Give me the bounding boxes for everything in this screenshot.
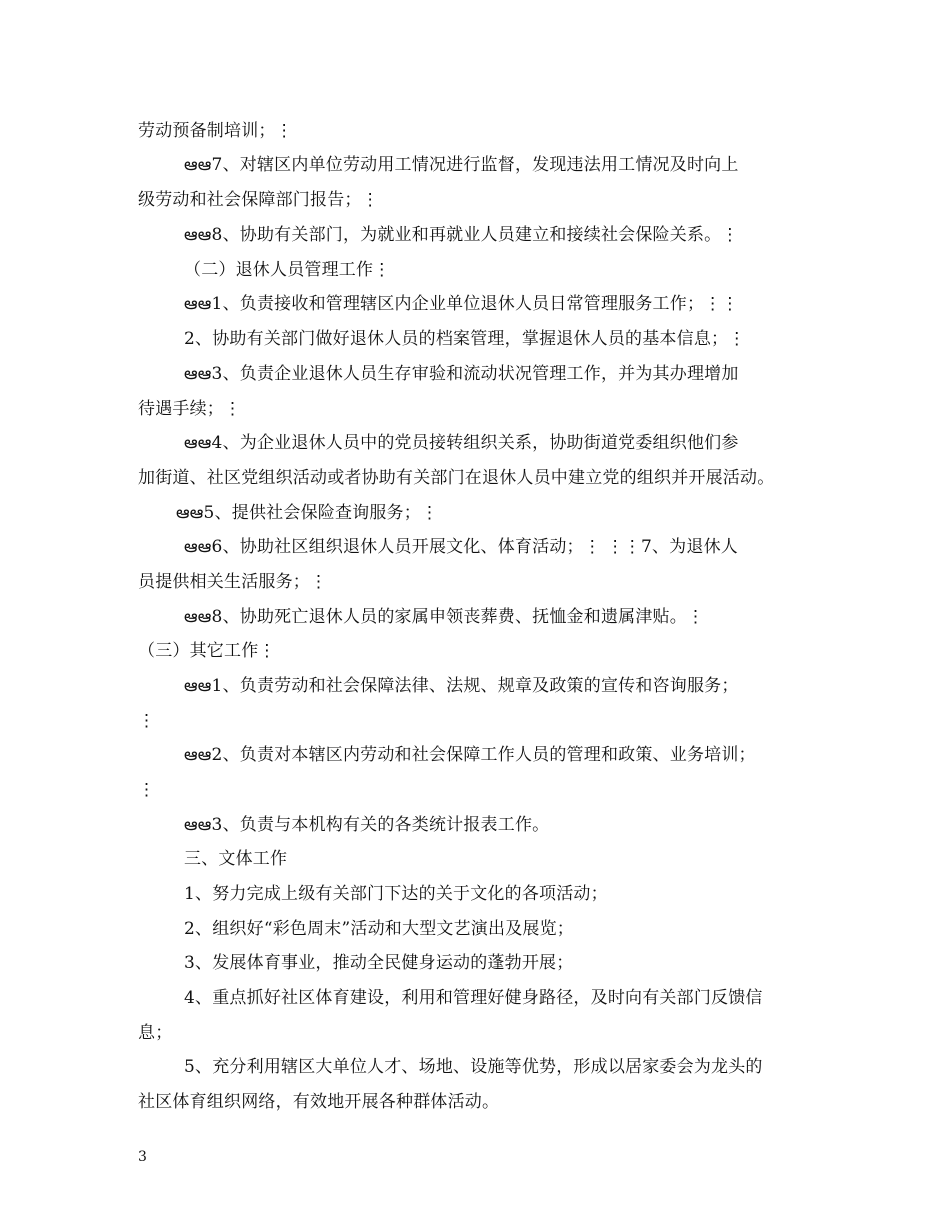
double-swirl-bullet-icon: ఆఆ [184, 745, 212, 765]
page-number: 3 [138, 1149, 147, 1165]
section-heading: 三、文体工作 [184, 849, 288, 869]
text-line: ఆఆ1、负责接收和管理辖区内企业单位退休人员日常管理服务工作；⋮⋮ [184, 294, 739, 314]
text-line: 2、组织好“彩色周末”活动和大型文艺演出及展览； [184, 919, 574, 939]
text-line: ⋮ [138, 711, 156, 731]
text-line: 待遇手续；⋮ [138, 399, 242, 419]
text-line: ఆఆ7、对辖区内单位劳动用工情况进行监督，发现违法用工情况及时向上 [184, 155, 739, 175]
text-line: 社区体育组织网络，有效地开展各种群体活动。 [138, 1092, 500, 1112]
double-swirl-bullet-icon: ఆఆ [184, 364, 212, 384]
text-line: ఆఆ8、协助有关部门，为就业和再就业人员建立和接续社会保险关系。⋮ [184, 225, 739, 245]
text-line: 4、重点抓好社区体育建设，利用和管理好健身路径，及时向有关部门反馈信 [184, 988, 763, 1008]
section-heading: （三）其它工作⋮ [138, 641, 276, 661]
double-swirl-bullet-icon: ఆఆ [184, 294, 212, 314]
text-line: ఆఆ5、提供社会保险查询服务；⋮ [176, 503, 439, 523]
text-line: ఆఆ4、为企业退休人员中的党员接转组织关系，协助街道党委组织他们参 [184, 433, 739, 453]
text-line: 员提供相关生活服务；⋮ [138, 572, 328, 592]
double-swirl-bullet-icon: ఆఆ [184, 225, 212, 245]
text-line: 息； [138, 1023, 173, 1043]
text-line: 3、发展体育事业，推动全民健身运动的蓬勃开展； [184, 953, 574, 973]
text-line: 1、努力完成上级有关部门下达的关于文化的各项活动； [184, 884, 608, 904]
double-swirl-bullet-icon: ఆఆ [184, 815, 212, 835]
double-swirl-bullet-icon: ఆఆ [184, 607, 212, 627]
text-line: 加街道、社区党组织活动或者协助有关部门在退休人员中建立党的组织并开展活动。 [138, 468, 775, 488]
text-line: 级劳动和社会保障部门报告；⋮ [138, 190, 379, 210]
section-heading: （二）退休人员管理工作⋮ [184, 260, 391, 280]
text-line: ఆఆ3、负责与本机构有关的各类统计报表工作。 [184, 815, 550, 835]
text-line: 劳动预备制培训；⋮ [138, 121, 293, 141]
double-swirl-bullet-icon: ఆఆ [184, 537, 212, 557]
text-line: ఆఆ8、协助死亡退休人员的家属申领丧葬费、抚恤金和遗属津贴。⋮ [184, 607, 705, 627]
text-line: ⋮ [138, 780, 156, 800]
text-line: ఆఆ2、负责对本辖区内劳动和社会保障工作人员的管理和政策、业务培训； [184, 745, 756, 765]
text-line: ఆఆ6、协助社区组织退休人员开展文化、体育活动；⋮ ⋮⋮7、为退休人 [184, 537, 738, 557]
double-swirl-bullet-icon: ఆఆ [176, 503, 204, 523]
double-swirl-bullet-icon: ఆఆ [184, 676, 212, 696]
double-swirl-bullet-icon: ఆఆ [184, 433, 212, 453]
text-line: 5、充分利用辖区大单位人才、场地、设施等优势，形成以居家委会为龙头的 [184, 1057, 763, 1077]
text-line: ఆఆ3、负责企业退休人员生存审验和流动状况管理工作，并为其办理增加 [184, 364, 739, 384]
double-swirl-bullet-icon: ఆఆ [184, 155, 212, 175]
text-line: 2、协助有关部门做好退休人员的档案管理，掌握退休人员的基本信息；⋮ [184, 329, 746, 349]
text-line: ఆఆ1、负责劳动和社会保障法律、法规、规章及政策的宣传和咨询服务； [184, 676, 739, 696]
